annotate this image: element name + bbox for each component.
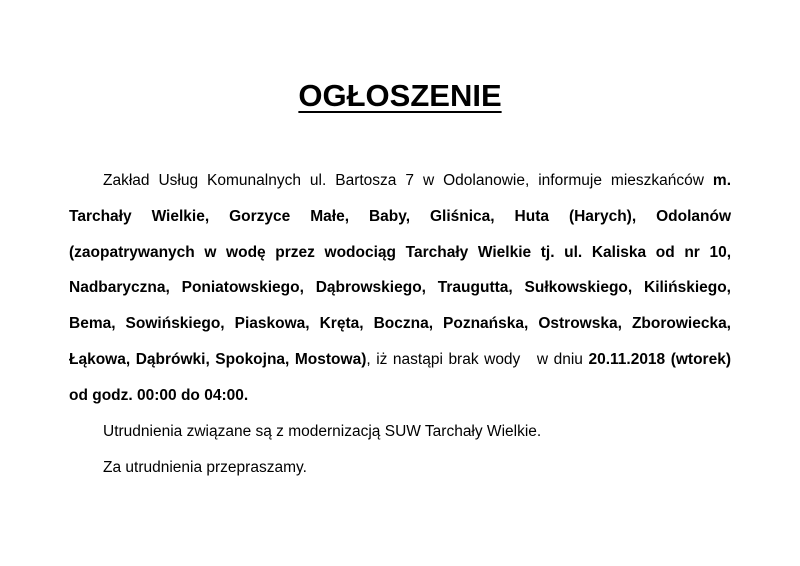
notice-body	[69, 163, 731, 486]
apology-paragraph: Za utrudnienia przepraszamy.	[103, 458, 307, 476]
reason-paragraph: Utrudnienia związane są z modernizacją SUW Tarchały Wielkie.	[103, 422, 542, 440]
intro-text: Zakład Usług Komunalnych ul. Bartosza 7 w Odolanowie, informuje mieszkańców	[103, 172, 704, 189]
outage-date-text: 20.11.2018 (wtorek) od godz. 00:00 do 04:00.	[69, 350, 731, 404]
notice-title	[0, 76, 800, 116]
notice-prefix-text: iż nastąpi brak wody w dniu	[376, 350, 589, 368]
main-paragraph	[69, 163, 731, 414]
localities-punctuation: ,	[366, 350, 371, 368]
localities-text: m. Tarchały Wielkie, Gorzyce Małe, Baby, Gliśnica, Huta (Harych), Odolanów (zaopatrywanych w wodę przez wodociąg Tarchały Wielkie tj. ul. Kaliska od nr 10, Nadbaryczna, Poniatowskiego, Dąbrowskiego, Traugutta, Sułkowskiego, Kilińskiego, Bema, Sowińskiego, Piaskowa, Kręta, Boczna, Poznańska, Ostrowska, Zborowiecka, Łąkowa, Dąbrówki, Spokojna, Mostowa)	[69, 172, 732, 368]
notice-title-text: OGŁOSZENIE	[298, 78, 502, 113]
